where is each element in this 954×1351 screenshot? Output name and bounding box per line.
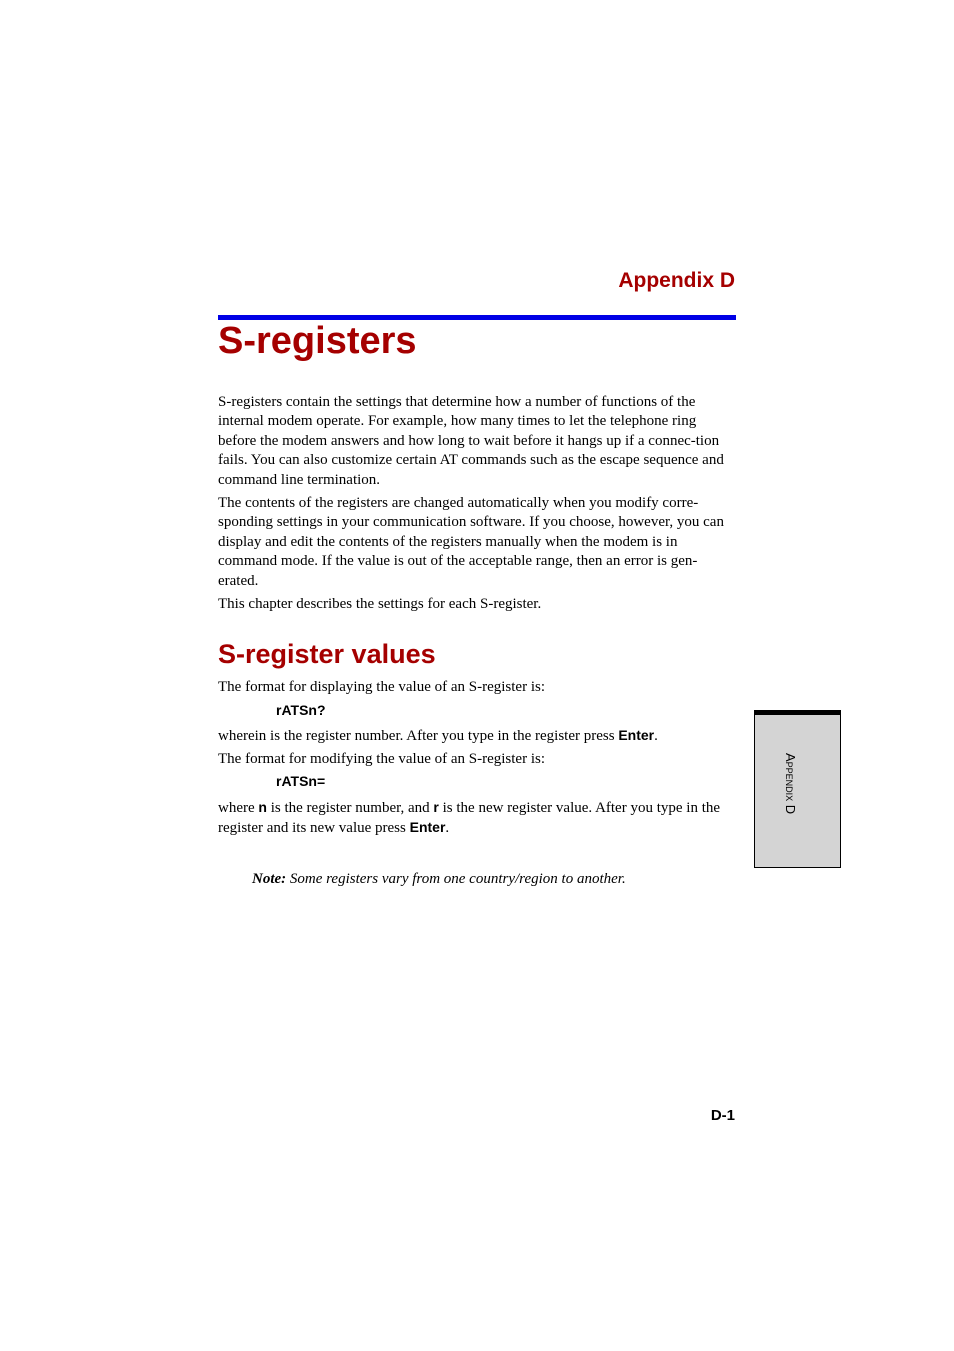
enter-key: Enter xyxy=(409,819,446,836)
note-lead: Note: xyxy=(252,871,287,887)
display-explanation-text: wherein is the register number. After you type in the register press xyxy=(218,728,619,744)
intro-paragraph-2: The contents of the registers are changed automatically when you modify corre-sponding settings in your communication software. If you choose, however, you can display and edit the contents of the registers manually when the modem is in command mode. If the value is out of the acceptable range, then an error is gen-erated. xyxy=(218,495,724,589)
side-tab-label: Appendix D xyxy=(783,753,798,815)
modify-command: rATSn= xyxy=(276,773,326,789)
appendix-label: Appendix D xyxy=(618,269,735,292)
display-format-text: The format for displaying the value of an S-register is: xyxy=(218,679,545,695)
note-text: Some registers vary from one country/region to another. xyxy=(286,871,626,887)
page-number: D-1 xyxy=(710,1107,735,1124)
period: . xyxy=(445,820,450,837)
enter-key: Enter xyxy=(618,727,655,743)
var-n: n xyxy=(258,799,267,815)
modify-format-text: The format for modifying the value of an S-register is: xyxy=(218,751,545,767)
intro-paragraph-1: S-registers contain the settings that determine how a number of functions of the internal modem operate. For example, how many times to let the telephone ring before the modem answers and how long to wait before it hangs up if a connec-tion fails. You can also customize certain AT commands such as the escape sequence and command line termination. xyxy=(218,394,724,488)
modify-explanation-post: is the new register value. After you type in the register and its new value press xyxy=(218,800,721,837)
modify-explanation xyxy=(218,798,734,839)
period: . xyxy=(654,728,658,744)
section-heading: S-register values xyxy=(218,639,436,669)
var-r: r xyxy=(433,799,439,815)
side-tab xyxy=(754,710,841,868)
modify-explanation-where: where xyxy=(218,800,259,816)
display-explanation xyxy=(218,726,734,746)
display-command: rATSn? xyxy=(276,702,326,718)
page-title: S-registers xyxy=(218,320,417,362)
modify-explanation-mid: is the register number, and xyxy=(266,800,434,816)
note xyxy=(252,871,626,888)
intro-paragraph-3: This chapter describes the settings for each S-register. xyxy=(218,596,542,612)
